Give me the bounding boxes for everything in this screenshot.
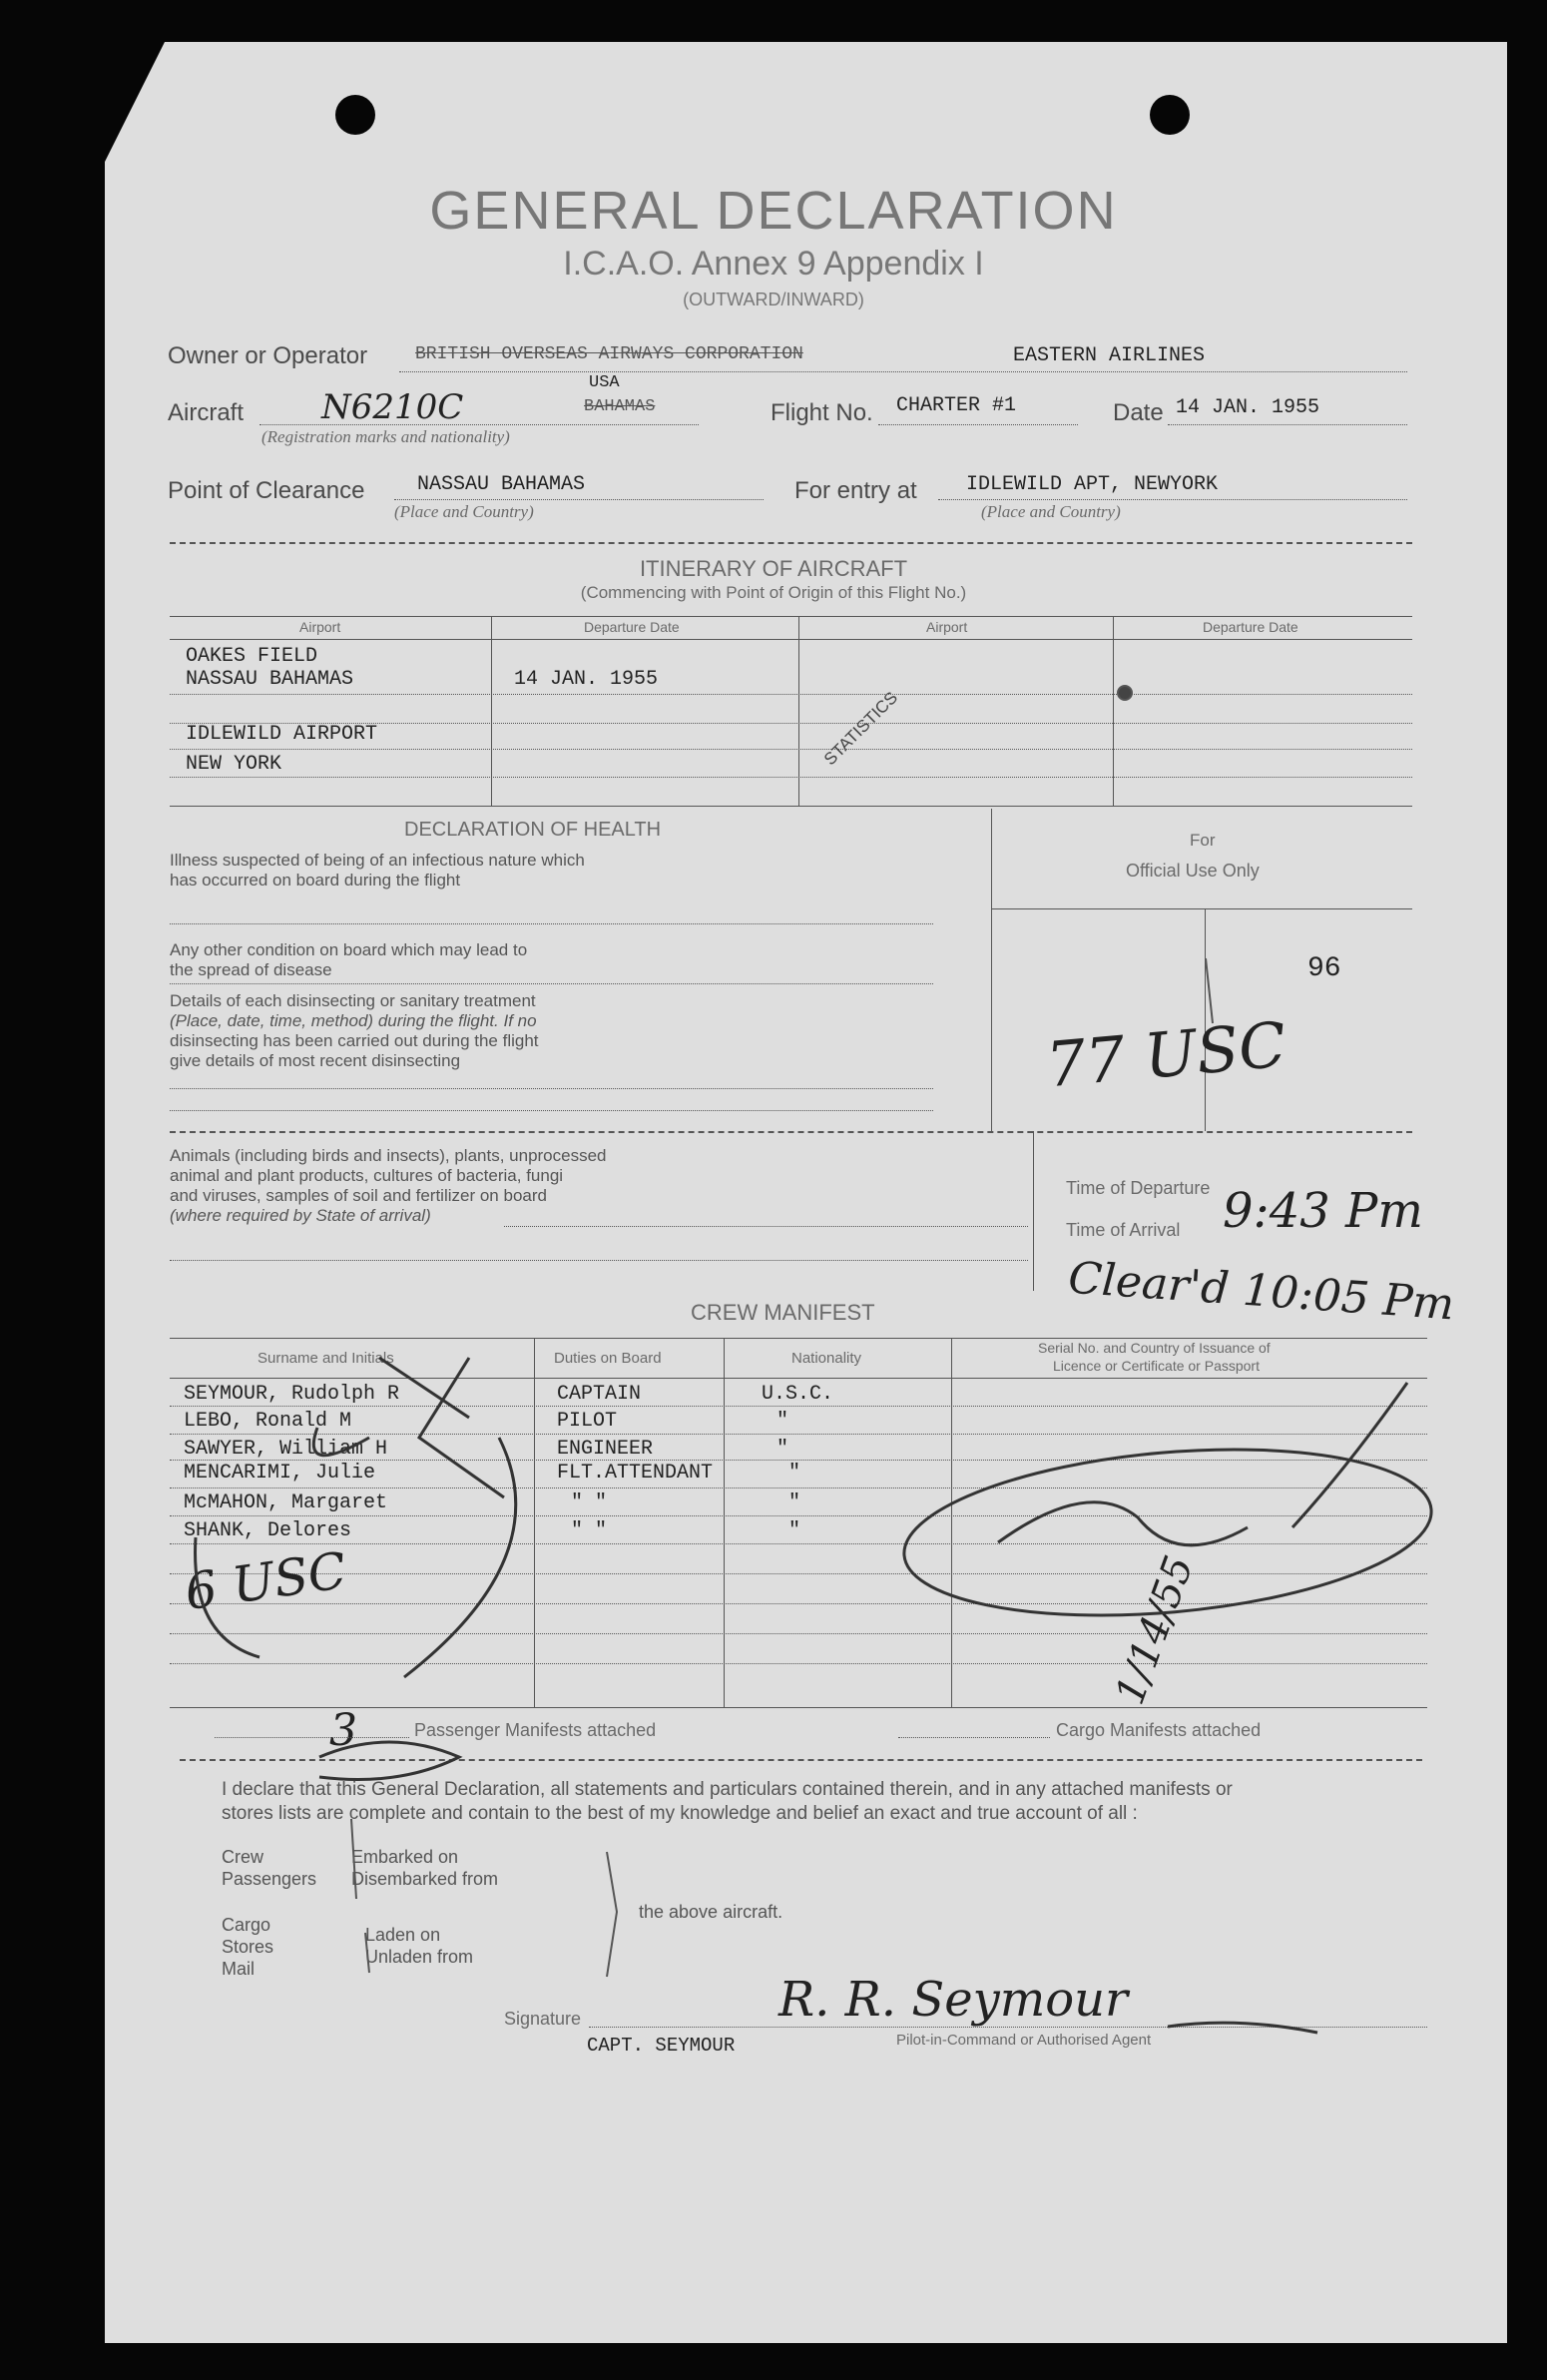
crew-heading: CREW MANIFEST xyxy=(691,1300,875,1325)
crew-duty: PILOT xyxy=(557,1410,618,1433)
itinerary-col-airport-1: Airport xyxy=(299,619,341,635)
date-label: Date xyxy=(1113,399,1164,426)
approval-circle xyxy=(897,1430,1438,1635)
crew-col-serial-1: Serial No. and Country of Issuance of xyxy=(1038,1340,1271,1356)
departure-label: Time of Departure xyxy=(1066,1178,1211,1198)
decl-cargo: Cargo xyxy=(222,1915,271,1935)
passenger-count-hand: 3 xyxy=(329,1705,357,1756)
form-direction: (OUTWARD/INWARD) xyxy=(683,290,864,309)
signature-role: Pilot-in-Command or Authorised Agent xyxy=(896,2032,1152,2049)
signature-typed-name: CAPT. SEYMOUR xyxy=(587,2035,736,2057)
entry-label: For entry at xyxy=(794,477,917,504)
itinerary-airport-4: NEW YORK xyxy=(186,753,282,776)
decl-stores: Stores xyxy=(222,1937,274,1957)
crew-col-serial-2: Licence or Certificate or Passport xyxy=(1053,1358,1260,1374)
official-number: 96 xyxy=(1307,953,1341,984)
clearance-value: NASSAU BAHAMAS xyxy=(417,473,586,496)
crew-hand-date: 1/14/55 xyxy=(1107,1549,1204,1711)
statistics-stamp: STATISTICS xyxy=(819,688,902,770)
signature-label: Signature xyxy=(504,2009,582,2029)
ink-stroke xyxy=(1206,958,1213,1023)
registration-note: (Registration marks and nationality) xyxy=(261,427,510,446)
crew-nationality: " xyxy=(776,1438,789,1461)
declaration-brace-right xyxy=(607,1852,617,1977)
itinerary-col-date-2: Departure Date xyxy=(1203,619,1298,635)
passenger-count-loop xyxy=(319,1742,459,1780)
crew-name: MENCARIMI, Julie xyxy=(184,1462,376,1485)
cargo-label: Cargo Manifests attached xyxy=(1056,1720,1262,1740)
crew-nationality: " xyxy=(788,1462,801,1485)
decl-disembarked: Disembarked from xyxy=(351,1869,499,1889)
decl-above-aircraft: the above aircraft. xyxy=(639,1902,783,1922)
crew-duty: FLT.ATTENDANT xyxy=(557,1462,714,1485)
decl-unladen: Unladen from xyxy=(365,1947,474,1967)
crew-col-name: Surname and Initials xyxy=(258,1350,394,1367)
official-heading-1: For xyxy=(1190,831,1216,850)
flight-label: Flight No. xyxy=(771,399,873,426)
crew-col-duty: Duties on Board xyxy=(554,1350,662,1367)
itinerary-date-2: 14 JAN. 1955 xyxy=(514,668,659,691)
itinerary-heading: ITINERARY OF AIRCRAFT xyxy=(639,556,908,581)
itinerary-col-airport-2: Airport xyxy=(926,619,968,635)
aircraft-label: Aircraft xyxy=(168,399,245,426)
owner-struck-value: BRITISH OVERSEAS AIRWAYS CORPORATION xyxy=(415,344,803,364)
crew-check-stroke xyxy=(419,1358,504,1497)
crew-name: McMAHON, Margaret xyxy=(184,1491,388,1514)
decl-crew: Crew xyxy=(222,1847,264,1867)
entry-value: IDLEWILD APT, NEWYORK xyxy=(966,473,1219,496)
decl-mail: Mail xyxy=(222,1959,256,1979)
form-title: GENERAL DECLARATION xyxy=(429,181,1118,241)
health-disinsect-text: Details of each disinsecting or sanitary treatment (Place, date, time, method) during the flight. If no disinsecting has been carried out during the flight give details of most recent disinsecting xyxy=(170,991,539,1070)
crew-name: SEYMOUR, Rudolph R xyxy=(184,1383,400,1406)
crew-nationality: " xyxy=(788,1491,801,1514)
ink-dot xyxy=(1118,686,1132,700)
declaration-line-2: stores lists are complete and contain to the best of my knowledge and belief an exact and true account of all : xyxy=(222,1803,1138,1824)
count-circle-stroke xyxy=(196,1537,259,1657)
crew-col-nationality: Nationality xyxy=(791,1350,862,1367)
approval-initials xyxy=(998,1502,1248,1545)
crew-bracket-stroke xyxy=(404,1438,516,1677)
clearance-label: Point of Clearance xyxy=(168,477,365,504)
crew-name: LEBO, Ronald M xyxy=(184,1410,352,1433)
signature-tail xyxy=(1168,2023,1317,2033)
itinerary-subheading: (Commencing with Point of Origin of this Flight No.) xyxy=(580,583,967,602)
crew-name: SAWYER, William H xyxy=(184,1438,388,1461)
decl-embarked: Embarked on xyxy=(351,1847,459,1867)
health-animals-text: Animals (including birds and insects), plants, unprocessed animal and plant products, cultures of bacteria, fungi and viruses, samples of soil and fertilizer on board (where required by State of arrival) xyxy=(170,1146,607,1225)
crew-name: SHANK, Delores xyxy=(184,1519,352,1542)
crew-duty: " " xyxy=(571,1519,608,1542)
crew-nationality: U.S.C. xyxy=(762,1383,834,1406)
hand-tick-mark xyxy=(313,1428,369,1456)
registration-hand: N6210C xyxy=(321,387,464,427)
crew-nationality: " xyxy=(776,1410,789,1433)
crew-duty: " " xyxy=(571,1491,608,1514)
crew-duty: ENGINEER xyxy=(557,1438,654,1461)
entry-note: (Place and Country) xyxy=(981,502,1121,521)
arrival-label: Time of Arrival xyxy=(1066,1220,1181,1240)
declaration-brace-left xyxy=(351,1819,356,1899)
itinerary-airport-2: NASSAU BAHAMAS xyxy=(186,668,354,691)
arrival-hand: 9:43 Pm xyxy=(1223,1183,1423,1239)
owner-label: Owner or Operator xyxy=(168,342,368,369)
health-heading: DECLARATION OF HEALTH xyxy=(404,819,662,841)
date-value: 14 JAN. 1955 xyxy=(1176,396,1320,419)
flight-value: CHARTER #1 xyxy=(896,394,1017,417)
official-hand-code: 77 USC xyxy=(1043,1007,1289,1102)
itinerary-airport-3: IDLEWILD AIRPORT xyxy=(186,723,378,746)
nationality-struck: BAHAMAS xyxy=(584,397,656,416)
itinerary-col-date-1: Departure Date xyxy=(584,619,680,635)
signature-hand: R. R. Seymour xyxy=(778,1972,1128,2028)
health-other-text: Any other condition on board which may lead to the spread of disease xyxy=(170,940,528,979)
passenger-label: Passenger Manifests attached xyxy=(414,1720,657,1740)
crew-check-stroke xyxy=(379,1358,469,1418)
decl-passengers: Passengers xyxy=(222,1869,317,1889)
official-heading-2: Official Use Only xyxy=(1126,861,1260,881)
crew-duty: CAPTAIN xyxy=(557,1383,642,1406)
form-subtitle: I.C.A.O. Annex 9 Appendix I xyxy=(563,245,984,283)
declaration-brace-left-2 xyxy=(365,1933,369,1973)
clearance-note: (Place and Country) xyxy=(394,502,534,521)
crew-nationality: " xyxy=(788,1519,801,1542)
cleared-hand: Clear'd 10:05 Pm xyxy=(1066,1252,1456,1331)
crew-hand-count: 6 USC xyxy=(181,1540,350,1622)
nationality-above: USA xyxy=(589,373,620,392)
declaration-line-1: I declare that this General Declaration, all statements and particulars contained therein, and in any attached manifests or xyxy=(222,1779,1233,1800)
decl-laden: Laden on xyxy=(365,1925,441,1945)
health-illness-text: Illness suspected of being of an infectious nature which has occurred on board during the flight xyxy=(170,851,585,890)
itinerary-airport-1: OAKES FIELD xyxy=(186,645,318,668)
owner-value: EASTERN AIRLINES xyxy=(1013,344,1206,367)
